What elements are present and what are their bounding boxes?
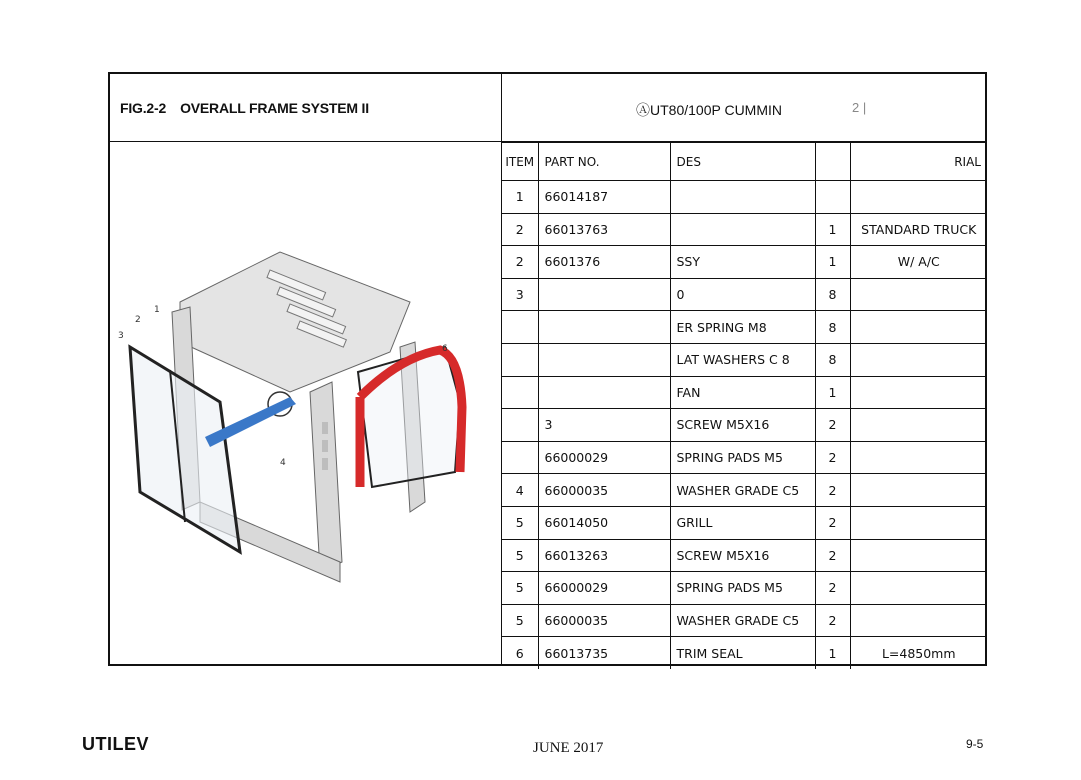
cell-qty: 2 <box>815 539 850 572</box>
cell-qty: 2 <box>815 409 850 442</box>
table-row <box>502 409 987 442</box>
col-qty <box>815 143 850 181</box>
cell-part-no: 66000035 <box>538 474 670 507</box>
cell-item <box>502 311 538 344</box>
col-item: ITEM <box>502 143 538 181</box>
cell-part-no: 66014050 <box>538 506 670 539</box>
callout-6: 6 <box>442 344 448 354</box>
cell-item: 6 <box>502 637 538 670</box>
cell-remark: W/ A/C <box>850 246 987 279</box>
cell-part-no: 66013263 <box>538 539 670 572</box>
table-row <box>502 181 987 214</box>
cell-qty: 2 <box>815 572 850 605</box>
cell-description: LAT WASHERS C 8 <box>670 343 815 376</box>
table-row <box>502 213 987 246</box>
cell-part-no <box>538 376 670 409</box>
cell-description <box>670 181 815 214</box>
table-row <box>502 474 987 507</box>
table-row <box>502 539 987 572</box>
footer-date: JUNE 2017 <box>533 740 604 756</box>
cell-item: 5 <box>502 506 538 539</box>
cell-description: GRILL <box>670 506 815 539</box>
cell-qty: 2 <box>815 604 850 637</box>
cell-remark <box>850 181 987 214</box>
model-extra: 2 | <box>852 100 867 115</box>
utilev-logo: UTILEV <box>82 734 150 754</box>
exploded-view-illustration <box>110 142 502 664</box>
cell-part-no: 66000029 <box>538 572 670 605</box>
cell-description: SSY <box>670 246 815 279</box>
cell-remark <box>850 604 987 637</box>
cell-description: SCREW M5X16 <box>670 539 815 572</box>
right-door-trim-seal <box>358 347 462 487</box>
cell-description: WASHER GRADE C5 <box>670 474 815 507</box>
cell-item: 2 <box>502 213 538 246</box>
cell-remark <box>850 441 987 474</box>
model-cell <box>502 74 987 142</box>
cell-part-no: 3 <box>538 409 670 442</box>
callout-1: 1 <box>154 305 160 315</box>
figure-title-cell <box>110 74 502 142</box>
model-label: ⒶUT80/100P CUMMIN <box>636 102 783 118</box>
figure-name: OVERALL FRAME SYSTEM II <box>180 100 369 116</box>
cell-qty: 2 <box>815 474 850 507</box>
cell-qty: 1 <box>815 213 850 246</box>
cell-qty: 8 <box>815 343 850 376</box>
cell-remark <box>850 474 987 507</box>
callout-2: 2 <box>135 315 141 325</box>
cell-item: 5 <box>502 572 538 605</box>
cell-description: SCREW M5X16 <box>670 409 815 442</box>
cell-qty: 8 <box>815 311 850 344</box>
cell-item: 5 <box>502 539 538 572</box>
cell-description: SPRING PADS M5 <box>670 572 815 605</box>
col-remark: RIAL <box>850 143 987 181</box>
cell-description: SPRING PADS M5 <box>670 441 815 474</box>
cell-description: TRIM SEAL <box>670 637 815 670</box>
table-row <box>502 246 987 279</box>
cell-remark: L=4850mm <box>850 637 987 670</box>
page-number: 9-5 <box>966 737 984 751</box>
cell-qty: 2 <box>815 506 850 539</box>
col-part-no: PART NO. <box>538 143 670 181</box>
cell-qty: 1 <box>815 637 850 670</box>
cell-remark <box>850 572 987 605</box>
table-row <box>502 278 987 311</box>
cell-item <box>502 376 538 409</box>
cell-part-no: 66013735 <box>538 637 670 670</box>
table-row <box>502 376 987 409</box>
cell-item: 1 <box>502 181 538 214</box>
callout-3: 3 <box>118 331 124 341</box>
cell-item: 3 <box>502 278 538 311</box>
cell-description <box>670 213 815 246</box>
cell-part-no <box>538 278 670 311</box>
cell-remark <box>850 278 987 311</box>
cell-item: 4 <box>502 474 538 507</box>
cell-item: 2 <box>502 246 538 279</box>
cell-item <box>502 343 538 376</box>
table-header-row <box>502 143 987 181</box>
cell-remark <box>850 311 987 344</box>
parts-sheet <box>108 72 987 666</box>
table-row <box>502 604 987 637</box>
cell-item: 5 <box>502 604 538 637</box>
col-description: DES <box>670 143 815 181</box>
table-row <box>502 506 987 539</box>
cell-remark <box>850 506 987 539</box>
cell-description: ER SPRING M8 <box>670 311 815 344</box>
cell-part-no: 66000029 <box>538 441 670 474</box>
cell-part-no <box>538 343 670 376</box>
cell-part-no <box>538 311 670 344</box>
figure-title <box>120 100 369 116</box>
table-row <box>502 311 987 344</box>
cell-part-no: 66000035 <box>538 604 670 637</box>
figure-label: FIG.2-2 <box>120 100 167 116</box>
table-row <box>502 572 987 605</box>
cell-remark <box>850 409 987 442</box>
cell-item <box>502 441 538 474</box>
cell-description: FAN <box>670 376 815 409</box>
parts-table <box>502 142 987 669</box>
cell-qty: 1 <box>815 376 850 409</box>
cell-description: WASHER GRADE C5 <box>670 604 815 637</box>
table-row <box>502 343 987 376</box>
table-row <box>502 637 987 670</box>
callout-4: 4 <box>280 458 286 468</box>
cell-qty: 2 <box>815 441 850 474</box>
cell-remark <box>850 539 987 572</box>
cell-part-no: 66013763 <box>538 213 670 246</box>
cell-qty <box>815 181 850 214</box>
cell-remark <box>850 376 987 409</box>
cell-part-no: 6601376 <box>538 246 670 279</box>
table-row <box>502 441 987 474</box>
cell-item <box>502 409 538 442</box>
cell-qty: 1 <box>815 246 850 279</box>
cell-description: 0 <box>670 278 815 311</box>
cab-drawing <box>110 142 500 662</box>
side-grill <box>322 422 328 470</box>
cell-part-no: 66014187 <box>538 181 670 214</box>
cell-qty: 8 <box>815 278 850 311</box>
cell-remark: STANDARD TRUCK <box>850 213 987 246</box>
cell-remark <box>850 343 987 376</box>
